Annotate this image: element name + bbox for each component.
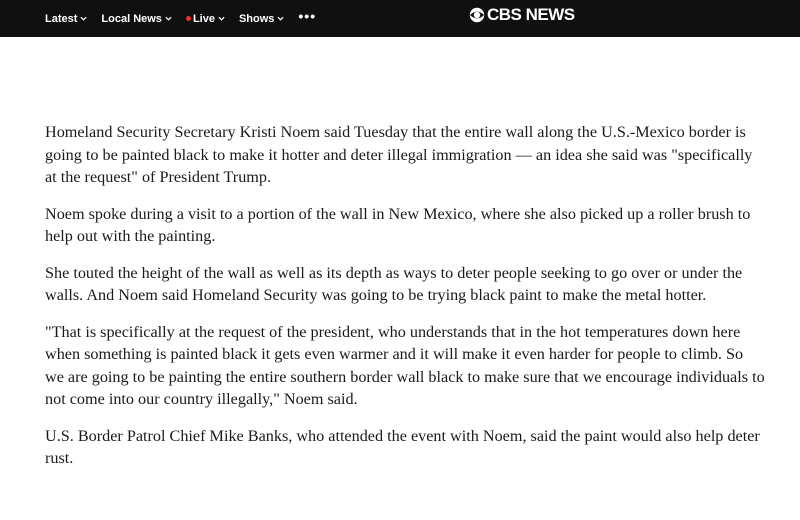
top-navbar <box>0 0 800 37</box>
nav-item-label: Shows <box>238 12 275 25</box>
article-paragraph: She touted the height of the wall as well as its depth as ways to deter people seeking to go over or under the walls. And Noem said Homeland Security was going to be trying black paint to make the metal hotter. <box>45 263 743 304</box>
nav-item-label: Live <box>192 12 215 25</box>
nav-item-latest[interactable] <box>45 13 87 25</box>
more-menu-button[interactable]: ••• <box>298 7 317 24</box>
chevron-down-icon <box>165 15 172 22</box>
article-paragraph: U.S. Border Patrol Chief Mike Banks, who attended the event with Noem, said the paint would also help deter rust. <box>45 426 760 467</box>
chevron-down-icon <box>80 15 87 22</box>
nav-item-label: Local News <box>101 12 162 25</box>
logo-text: CBS NEWS <box>487 5 575 24</box>
nav-menu <box>0 0 316 37</box>
live-indicator-dot <box>186 16 191 21</box>
article-paragraph: "That is specifically at the request of the president, who understands that in the hot temperatures down here when something is painted black it gets even warmer and it will make it even harder for people to climb. So we are going to be painting the entire southern border wall black to make sure that we encourage individuals to not come into our country illegally," Noem said. <box>45 322 765 408</box>
chevron-down-icon <box>218 15 225 22</box>
nav-item-label: Latest <box>45 12 78 25</box>
cbs-eye-icon <box>469 7 485 23</box>
article-body <box>45 121 765 484</box>
nav-item-shows[interactable] <box>239 13 284 25</box>
nav-item-live[interactable] <box>186 13 225 25</box>
cbs-news-logo[interactable] <box>469 6 575 24</box>
article-paragraph: Homeland Security Secretary Kristi Noem said Tuesday that the entire wall along the U.S.-Mexico border is going to be painted black to make it hotter and deter illegal immigration — an idea she said was "specifically at the request" of President Trump. <box>45 123 753 186</box>
chevron-down-icon <box>277 15 284 22</box>
nav-item-local-news[interactable] <box>101 13 172 25</box>
article-paragraph: Noem spoke during a visit to a portion of the wall in New Mexico, where she also picked up a roller brush to help out with the painting. <box>45 204 751 245</box>
